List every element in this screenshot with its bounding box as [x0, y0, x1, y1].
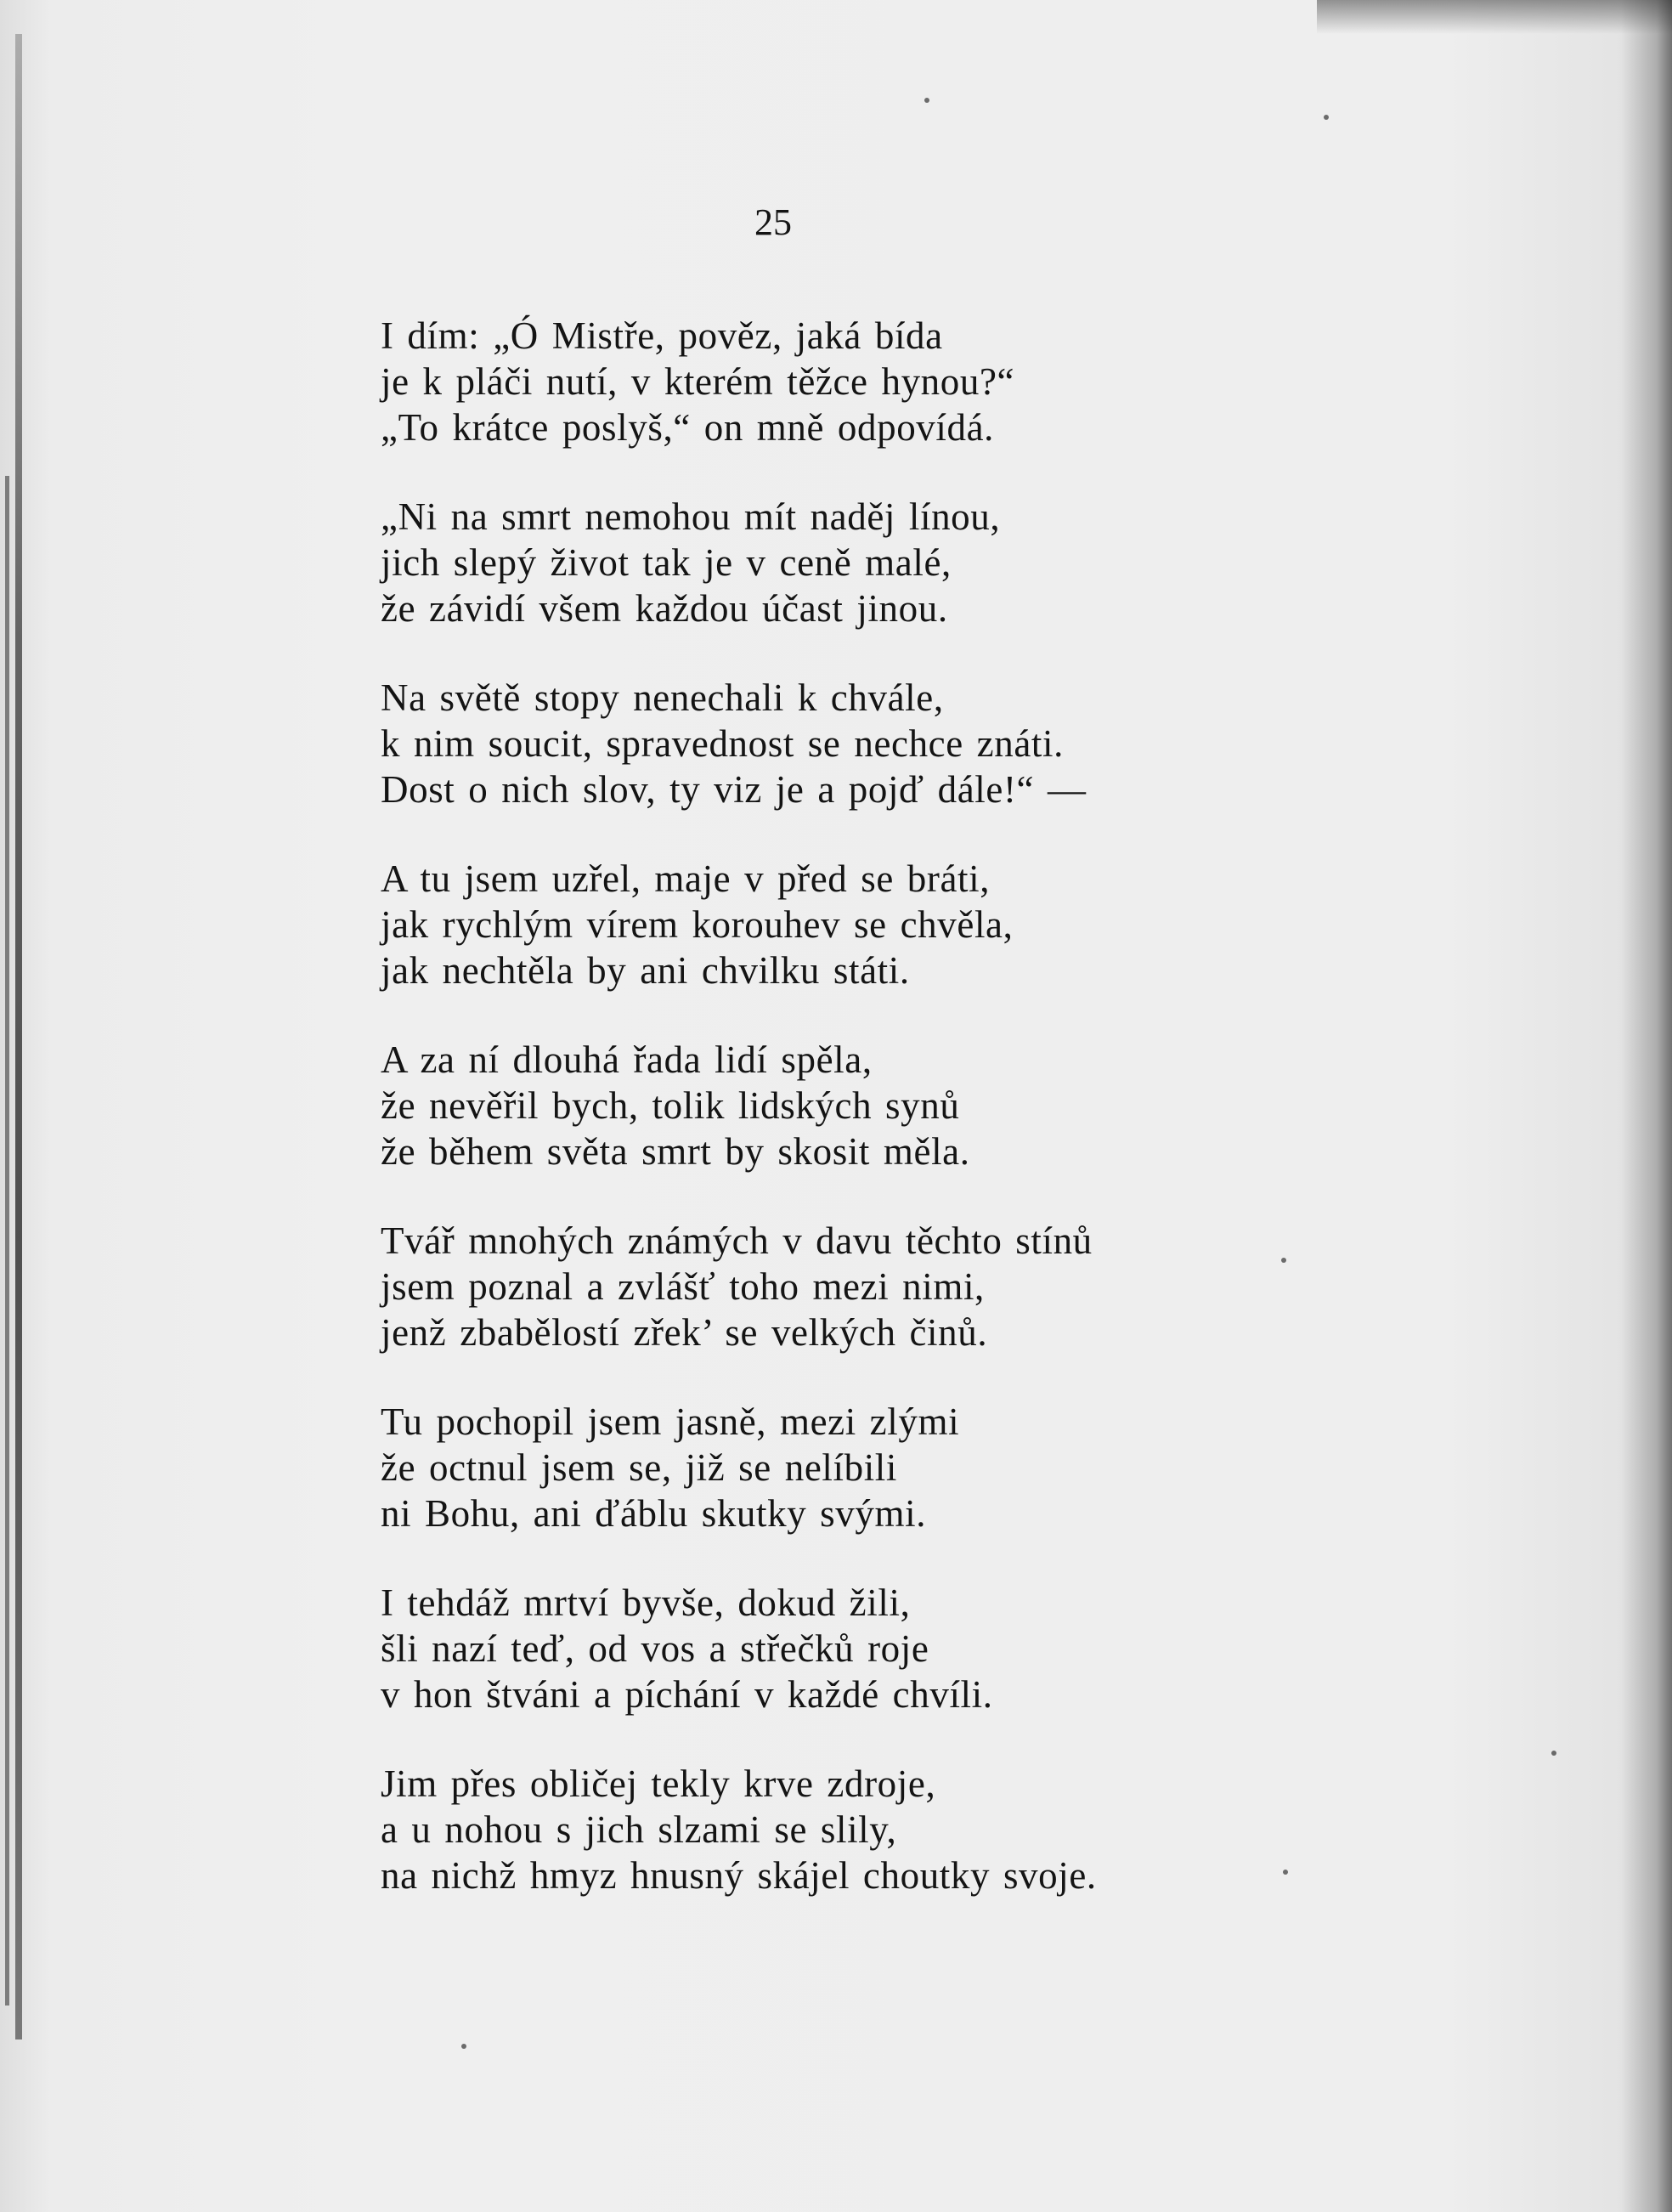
stanza: [381, 675, 1315, 812]
verse-line: Dost o nich slov, ty viz je a pojď dále!“ —: [381, 768, 1087, 811]
page-edge-shadow: [1317, 0, 1672, 34]
verse-line: I tehdáž mrtví byvše, dokud žili,: [381, 1581, 911, 1624]
verse-line: Na světě stopy nenechali k chvále,: [381, 676, 944, 719]
verse-line: „To krátce poslyš,“ on mně odpovídá.: [381, 406, 995, 449]
verse-line: a u nohou s jich slzami se slily,: [381, 1808, 897, 1851]
poem-body: [381, 313, 1315, 1942]
verse-line: I dím: „Ó Mistře, pověz, jaká bída: [381, 314, 943, 357]
verse-line: že během světa smrt by skosit měla.: [381, 1130, 970, 1173]
stanza: [381, 1761, 1315, 1898]
verse-line: jsem poznal a zvlášť toho mezi nimi,: [381, 1265, 985, 1308]
verse-line: jak nechtěla by ani chvilku státi.: [381, 949, 910, 992]
verse-line: Jim přes obličej tekly krve zdroje,: [381, 1762, 936, 1805]
verse-line: A tu jsem uzřel, maje v před se bráti,: [381, 857, 991, 900]
verse-line: že závidí všem každou účast jinou.: [381, 587, 948, 630]
page-number: 25: [754, 201, 792, 243]
verse-line: šli nazí teď, od vos a střečků roje: [381, 1627, 929, 1670]
verse-line: ni Bohu, ani ďáblu skutky svými.: [381, 1492, 927, 1535]
verse-line: že octnul jsem se, již se nelíbili: [381, 1446, 897, 1489]
verse-line: jak rychlým vírem korouhev se chvěla,: [381, 903, 1014, 946]
verse-line: „Ni na smrt nemohou mít naděj línou,: [381, 495, 1001, 538]
paper-speck: [1551, 1751, 1556, 1756]
paper-speck: [461, 2044, 466, 2049]
stanza: [381, 1580, 1315, 1717]
verse-line: k nim soucit, spravednost se nechce znáti.: [381, 722, 1064, 765]
verse-line: že nevěřil bych, tolik lidských synů: [381, 1084, 960, 1127]
verse-line: na nichž hmyz hnusný skájel choutky svoje.: [381, 1854, 1097, 1897]
verse-line: je k pláči nutí, v kterém těžce hynou?“: [381, 360, 1015, 403]
stanza: [381, 494, 1315, 631]
verse-line: Tu pochopil jsem jasně, mezi zlými: [381, 1400, 960, 1443]
page-edge-shadow: [1621, 0, 1672, 2212]
verse-line: jich slepý život tak je v ceně malé,: [381, 541, 952, 584]
paper-speck: [924, 98, 929, 103]
paper-speck: [1324, 115, 1329, 120]
stanza: [381, 1218, 1315, 1355]
verse-line: A za ní dlouhá řada lidí spěla,: [381, 1038, 873, 1081]
page-edge-shadow: [15, 34, 22, 2039]
verse-line: Tvář mnohých známých v davu těchto stínů: [381, 1219, 1093, 1262]
page-edge-shadow: [5, 476, 9, 2006]
verse-line: v hon štváni a píchání v každé chvíli.: [381, 1673, 993, 1716]
stanza: [381, 313, 1315, 450]
stanza: [381, 1399, 1315, 1536]
stanza: [381, 1037, 1315, 1174]
verse-line: jenž zbabělostí zřek’ se velkých činů.: [381, 1311, 988, 1354]
stanza: [381, 856, 1315, 993]
